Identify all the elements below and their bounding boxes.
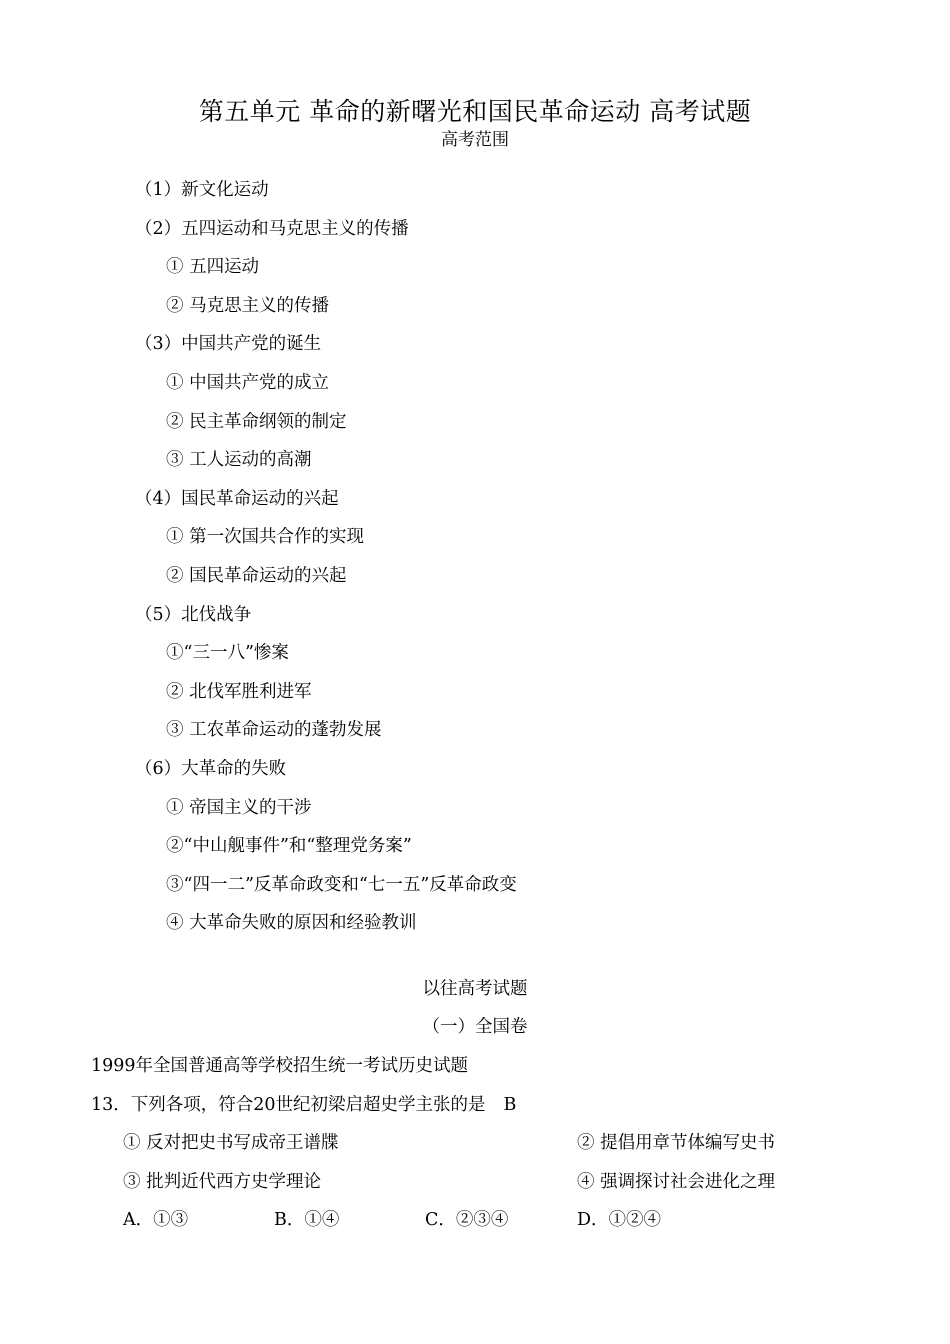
national-paper-heading: （一）全国卷 [422,1017,528,1037]
scope-subitem: ② 马克思主义的传播 [166,295,330,316]
scope-subitem: ① 第一次国共合作的实现 [166,527,365,548]
scope-subitem: ① 中国共产党的成立 [166,372,330,393]
scope-subitem: ① 五四运动 [166,257,260,278]
scope-subitem: ② 国民革命运动的兴起 [166,565,347,586]
choice-a: A．①③ [123,1210,189,1230]
scope-subitem: ①“三一八”惨案 [166,643,289,664]
scope-item: （5）北伐战争 [135,604,252,625]
scope-subitem: ① 帝国主义的干涉 [166,797,312,818]
scope-item: （6）大革命的失败 [135,758,287,779]
scope-subitem: ②“中山舰事件”和“整理党务案” [166,836,412,857]
page-subtitle: 高考范围 [441,130,509,150]
scope-item: （3）中国共产党的诞生 [135,334,322,355]
scope-subitem: ② 民主革命纲领的制定 [166,411,347,432]
question-13 [91,1091,516,1119]
statement-item: ① 反对把史书写成帝王谱牒 [123,1133,339,1153]
scope-subitem: ③ 工人运动的高潮 [166,450,312,471]
scope-item: （2）五四运动和马克思主义的传播 [135,218,409,239]
scope-subitem: ④ 大革命失败的原因和经验教训 [166,913,417,934]
question-answer: B [503,1095,517,1115]
exam-scope-list [0,175,950,947]
scope-item: （1）新文化运动 [135,180,269,200]
choice-c: C．②③④ [425,1210,509,1230]
statement-item: ④ 强调探讨社会进化之理 [577,1172,776,1192]
past-exams-heading: 以往高考试题 [422,979,528,999]
choice-b: B．①④ [274,1210,340,1230]
exam-title: 1999年全国普通高等学校招生统一考试历史试题 [91,1056,469,1076]
statement-item: ③ 批判近代西方史学理论 [123,1172,322,1192]
scope-subitem: ③ 工农革命运动的蓬勃发展 [166,720,382,741]
page-title: 第五单元 革命的新曙光和国民革命运动 高考试题 [198,97,752,126]
question-text: 13．下列各项，符合20世纪初梁启超史学主张的是 [91,1095,486,1115]
statement-item: ② 提倡用章节体编写史书 [577,1133,776,1153]
scope-subitem: ③“四一二”反革命政变和“七一五”反革命政变 [166,874,517,895]
scope-item: （4）国民革命运动的兴起 [135,488,339,509]
scope-subitem: ② 北伐军胜利进军 [166,681,312,702]
choice-d: D．①②④ [577,1210,662,1230]
